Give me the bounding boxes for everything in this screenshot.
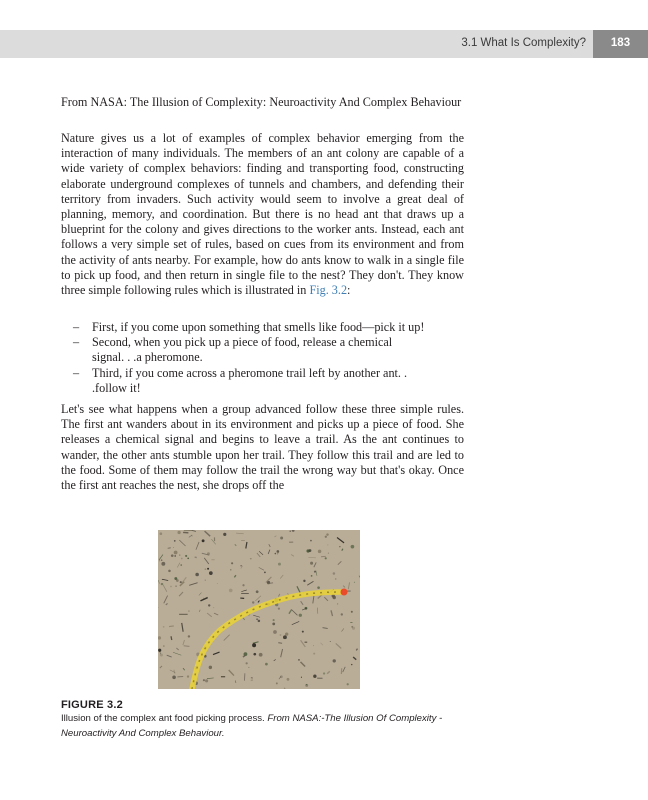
paragraph-continuation-text: Let's see what happens when a group advanced follow these three simple rules. The first ant wanders about in its environment and picks up a piece of food. She releases a chemical signal and begins to leave a trail. As the ant continues to wander, the other ants stumble upon her trail. They follow this trail and are led to the food. Some of them may follow the trail the wrong way but that's okay. Once the first ant reaches the nest, she drops off the xyxy=(61,402,464,493)
debris-speck xyxy=(310,562,313,565)
debris-speck xyxy=(298,659,300,661)
debris-speck xyxy=(309,549,312,552)
paragraph-continuation xyxy=(61,402,464,493)
debris-speck xyxy=(351,545,355,549)
debris-speck xyxy=(217,583,218,584)
debris-speck xyxy=(333,659,336,662)
debris-speck xyxy=(314,571,316,573)
debris-speck xyxy=(161,562,165,566)
figure-caption xyxy=(61,711,481,741)
debris-speck xyxy=(313,653,315,655)
debris-speck xyxy=(229,589,233,593)
rule-text: First, if you come upon something that smells like food—pick it up! xyxy=(92,320,425,334)
list-item xyxy=(61,366,418,396)
figure-label: FIGURE 3.2 xyxy=(61,699,123,711)
debris-speck xyxy=(205,679,208,682)
debris-speck xyxy=(313,645,314,646)
paragraph-intro-text xyxy=(61,131,464,298)
paragraph-intro-colon: : xyxy=(347,283,351,298)
debris-speck xyxy=(209,571,213,575)
debris-speck xyxy=(290,531,291,532)
debris-speck xyxy=(330,641,331,642)
debris-speck xyxy=(301,677,302,678)
debris-speck xyxy=(280,536,283,539)
debris-speck xyxy=(246,662,248,664)
debris-speck xyxy=(275,553,277,555)
debris-speck xyxy=(175,585,176,586)
debris-speck xyxy=(351,664,352,665)
debris-speck xyxy=(159,560,160,561)
debris-speck xyxy=(244,652,248,656)
debris-speck xyxy=(306,684,307,685)
debris-speck xyxy=(173,547,174,548)
debris-speck xyxy=(185,555,187,557)
debris-speck xyxy=(161,583,163,585)
debris-speck xyxy=(328,553,329,554)
figure-reference-link[interactable]: Fig. 3.2 xyxy=(309,283,348,298)
bullet-dash: – xyxy=(73,320,80,334)
debris-speck xyxy=(161,559,163,561)
rule-text: Third, if you come across a pheromone trail left by another ant. . .follow it! xyxy=(92,365,408,395)
debris-speck xyxy=(327,545,328,546)
debris-speck xyxy=(180,564,182,566)
debris-speck xyxy=(192,536,193,537)
debris-speck xyxy=(171,554,174,557)
debris-speck xyxy=(188,610,190,612)
debris-speck xyxy=(187,557,189,559)
debris-speck xyxy=(176,579,179,582)
debris-speck xyxy=(223,533,226,536)
debris-speck xyxy=(250,558,252,560)
debris-speck xyxy=(258,620,261,623)
figure-caption-source: From NASA:-The Illusion Of Complexity - Neuroactivity And Complex Behaviour. xyxy=(61,713,443,739)
bullet-dash: – xyxy=(73,365,80,380)
debris-speck xyxy=(323,672,325,674)
debris-speck xyxy=(325,536,327,538)
list-item xyxy=(61,335,418,365)
debris-speck xyxy=(265,663,268,666)
debris-speck xyxy=(230,569,231,570)
debris-speck xyxy=(326,533,328,535)
debris-speck xyxy=(337,603,338,604)
running-title: 3.1 What Is Complexity? xyxy=(461,37,586,49)
debris-speck xyxy=(303,580,305,582)
debris-speck xyxy=(280,634,282,636)
debris-speck xyxy=(163,626,165,628)
debris-speck xyxy=(310,540,312,542)
debris-speck xyxy=(278,643,282,644)
debris-speck xyxy=(205,568,207,570)
rule-text: Second, when you pick up a piece of food, release a chemical signal. . .a pheromone. xyxy=(92,335,393,365)
debris-speck xyxy=(195,573,199,577)
debris-speck xyxy=(181,558,183,560)
debris-speck xyxy=(317,586,320,589)
debris-speck xyxy=(187,675,189,677)
debris-speck xyxy=(160,532,163,535)
debris-speck xyxy=(341,613,343,615)
debris-speck xyxy=(179,554,180,555)
figure-caption-text: Illusion of the complex ant food picking process. xyxy=(61,713,265,724)
debris-speck xyxy=(253,653,256,656)
debris-speck xyxy=(313,675,316,678)
debris-speck xyxy=(207,568,209,570)
page-number: 183 xyxy=(610,37,631,49)
debris-speck xyxy=(273,630,277,634)
bullet-dash: – xyxy=(73,335,80,350)
debris-speck xyxy=(272,622,275,625)
debris-speck xyxy=(354,582,355,583)
paragraph-intro-body: Nature gives us a lot of examples of complex behavior emerging from the interaction of many individuals. The members of an ant colony are capable of a wide variety of complex behaviors: finding and transporting food, constructing elaborate underground complexes of tunnels and chambers, and defending their territory from invaders. Such activity would seem to involve a great deal of planning, memory, and coordination. But there is no head ant that draws up a blueprint for the colony and gives directions to the worker ants. Instead, each ant follows a very simple set of rules, based on cues from its environment and from the activity of ants nearby. For example, how do ants know to walk in a single file to pick up food, and then return in single file to the nest? They don't. They know three simple following rules which is illustrated in xyxy=(61,131,464,298)
debris-speck xyxy=(283,635,287,639)
paragraph-intro xyxy=(61,131,464,298)
debris-speck xyxy=(252,601,254,603)
debris-speck xyxy=(264,571,266,573)
debris-speck xyxy=(171,636,172,640)
debris-speck xyxy=(184,646,190,647)
debris-speck xyxy=(209,666,212,669)
debris-speck xyxy=(278,608,280,610)
debris-speck xyxy=(339,546,341,548)
debris-speck xyxy=(231,562,233,564)
debris-speck xyxy=(240,565,241,566)
debris-speck xyxy=(169,626,174,627)
source-line-text: From NASA: The Illusion of Complexity: Neuroactivity And Complex Behaviour xyxy=(61,95,462,109)
debris-speck xyxy=(351,611,353,613)
debris-speck xyxy=(252,643,256,647)
debris-speck xyxy=(333,572,336,575)
debris-speck xyxy=(352,627,355,630)
debris-speck xyxy=(278,563,281,566)
debris-speck xyxy=(299,614,302,617)
debris-speck xyxy=(174,551,178,555)
ant-trail-photo xyxy=(158,530,360,689)
ant-rules-list xyxy=(61,320,464,396)
debris-speck xyxy=(180,581,182,583)
debris-speck xyxy=(163,645,164,646)
debris-speck xyxy=(273,619,275,621)
debris-speck xyxy=(332,596,335,599)
debris-speck xyxy=(248,667,249,668)
list-item xyxy=(61,320,464,335)
debris-speck xyxy=(177,531,180,534)
debris-speck xyxy=(174,555,176,557)
debris-speck xyxy=(174,540,176,542)
debris-speck xyxy=(318,550,322,554)
debris-speck xyxy=(205,580,206,581)
debris-speck xyxy=(208,604,210,606)
debris-speck xyxy=(256,618,258,620)
page-number-box xyxy=(593,30,648,58)
debris-speck xyxy=(207,552,210,555)
source-line xyxy=(61,95,464,110)
debris-speck xyxy=(242,584,244,586)
debris-speck xyxy=(311,575,313,577)
debris-speck xyxy=(213,607,214,608)
debris-speck xyxy=(202,539,205,542)
debris-speck xyxy=(203,679,205,681)
debris-speck xyxy=(285,632,288,635)
debris-speck xyxy=(172,675,176,679)
debris-speck xyxy=(325,557,327,559)
debris-speck xyxy=(259,653,263,657)
debris-speck xyxy=(335,579,336,580)
debris-speck xyxy=(256,590,259,593)
debris-speck xyxy=(168,570,171,573)
debris-speck xyxy=(276,682,278,684)
debris-speck xyxy=(170,586,172,588)
debris-speck xyxy=(347,683,349,685)
ant-trail-illustration xyxy=(158,530,360,689)
debris-speck xyxy=(302,631,304,633)
food-marker xyxy=(341,589,348,596)
debris-speck xyxy=(188,635,190,637)
debris-speck xyxy=(277,550,280,553)
debris-speck xyxy=(287,678,290,681)
